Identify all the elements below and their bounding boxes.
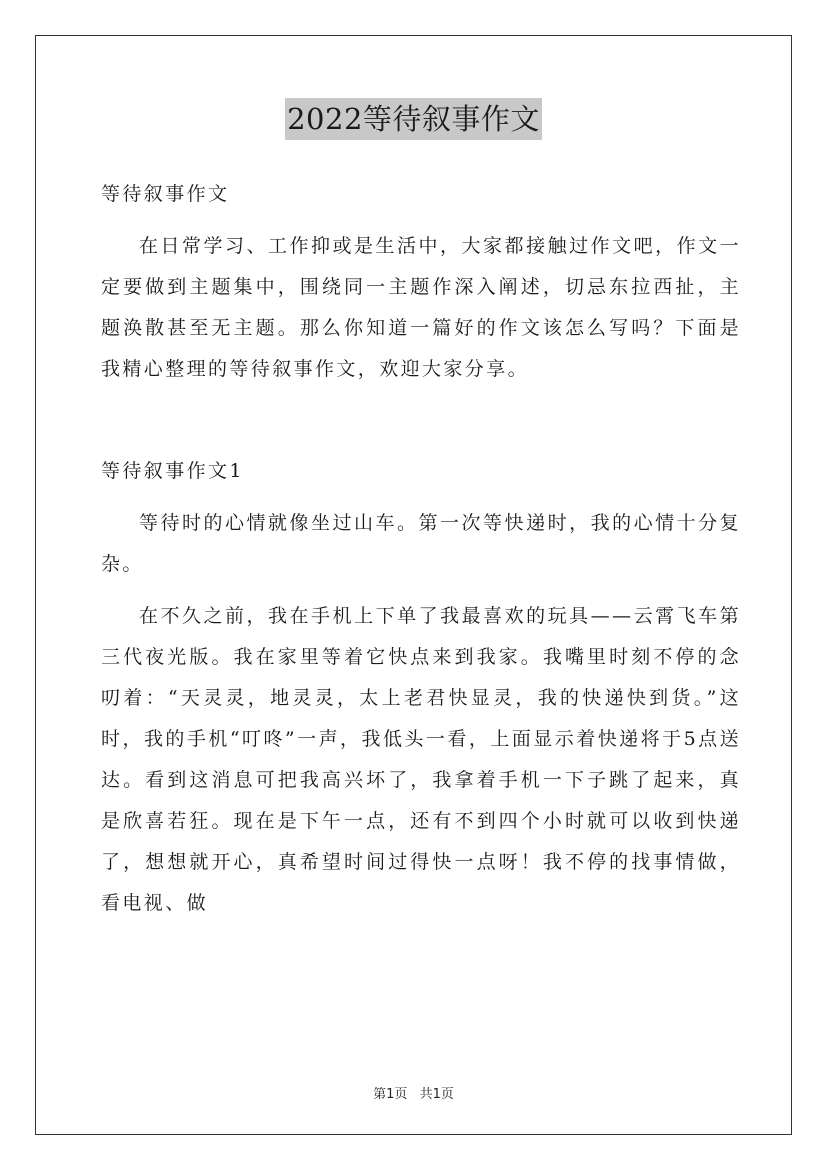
paragraph-essay-1-a: 等待时的心情就像坐过山车。第一次等快递时，我的心情十分复杂。 xyxy=(101,512,741,575)
section-heading-essay-1: 等待叙事作文1 xyxy=(101,460,244,482)
document-body xyxy=(101,174,741,924)
page-number: 第1页 xyxy=(373,1087,408,1102)
page-footer xyxy=(0,1083,827,1102)
section-heading-intro: 等待叙事作文 xyxy=(101,183,230,205)
paragraph-essay-1-b: 在不久之前，我在手机上下单了我最喜欢的玩具——云霄飞车第三代夜光版。我在家里等着它快点来到我家。我嘴里时刻不停的念叨着：“天灵灵，地灵灵，太上老君快显灵，我的快递快到货。”这时，我的手机“叮咚”一声，我低头一看，上面显示着快递将于5点送达。看到这消息可把我高兴坏了，我拿着手机一下子跳了起来，真是欣喜若狂。现在是下午一点，还有不到四个小时就可以收到快递了，想想就开心，真希望时间过得快一点呀！我不停的找事情做，看电视、做 xyxy=(101,605,741,914)
title-container xyxy=(0,98,827,140)
document-title: 2022等待叙事作文 xyxy=(285,98,542,140)
paragraph-intro: 在日常学习、工作抑或是生活中，大家都接触过作文吧，作文一定要做到主题集中，围绕同一主题作深入阐述，切忌东拉西扯，主题涣散甚至无主题。那么你知道一篇好的作文该怎么写吗？下面是我精心整理的等待叙事作文，欢迎大家分享。 xyxy=(101,235,741,380)
page-total: 共1页 xyxy=(419,1087,454,1102)
